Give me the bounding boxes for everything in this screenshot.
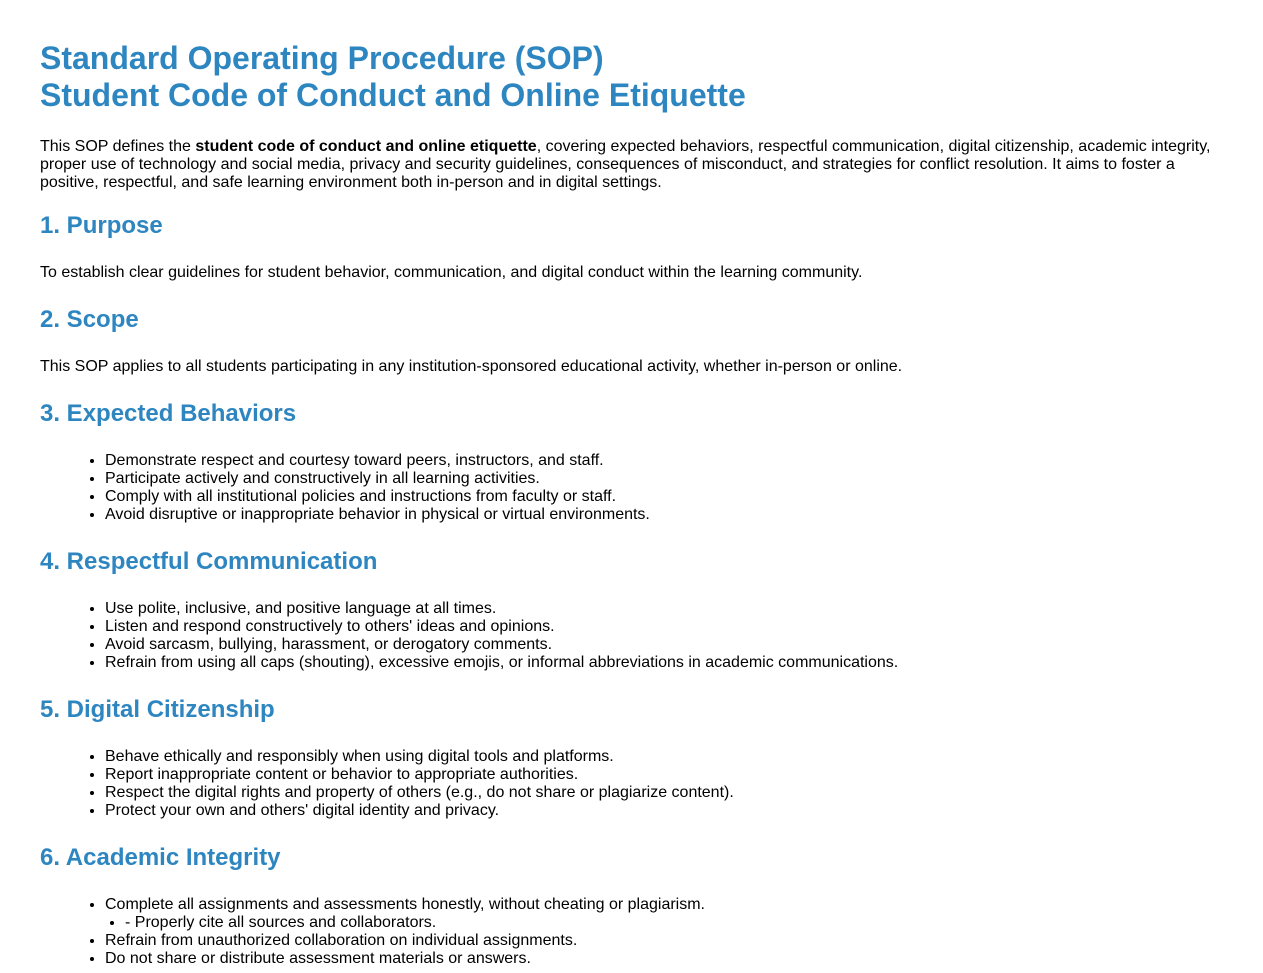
section-heading-expected-behaviors: 3. Expected Behaviors: [40, 400, 297, 427]
list-item: • Do not share or distribute assessment materials or answers.: [105, 950, 1223, 968]
list-item: • Report inappropriate content or behavior to appropriate authorities.: [105, 766, 1223, 784]
expected-behaviors-list: [40, 452, 1223, 524]
list-item: • Use polite, inclusive, and positive language at all times.: [105, 600, 1223, 618]
academic-integrity-list: [40, 896, 1223, 968]
list-item: • Avoid disruptive or inappropriate behavior in physical or virtual environments.: [105, 506, 1223, 524]
scope-text: This SOP applies to all students participating in any institution-sponsored educational activity, whether in-person or online.: [40, 358, 903, 375]
section-heading-purpose: 1. Purpose: [40, 212, 163, 239]
intro-text-end: , covering expected behaviors, respectful communication, digital citizenship, academic integrity, proper use of technology and social media, privacy and security guidelines, consequences of misconduct, and strategies for conflict resolution. It aims to foster a positive, respectful, and safe learning environment both in-person and in digital settings.: [40, 138, 1211, 191]
intro-bold-text: student code of conduct and online etiquette: [195, 138, 537, 155]
page-title-line-2: Student Code of Conduct and Online Etiquette: [40, 77, 746, 113]
section-heading-digital-citizenship: 5. Digital Citizenship: [40, 696, 275, 723]
respectful-communication-list: [40, 600, 1223, 672]
section-heading-scope: 2. Scope: [40, 306, 139, 333]
nested-list: [105, 914, 1223, 932]
list-item: • Refrain from unauthorized collaboration on individual assignments.: [105, 932, 1223, 950]
nested-list-item: • - Properly cite all sources and collaborators.: [125, 914, 1223, 932]
list-item: • Behave ethically and responsibly when using digital tools and platforms.: [105, 748, 1223, 766]
list-item: • Listen and respond constructively to others' ideas and opinions.: [105, 618, 1223, 636]
list-item: • Protect your own and others' digital identity and privacy.: [105, 802, 1223, 820]
digital-citizenship-list: [40, 748, 1223, 820]
list-item: [105, 896, 1223, 932]
list-item: • Comply with all institutional policies and instructions from faculty or staff.: [105, 488, 1223, 506]
list-item: • Demonstrate respect and courtesy toward peers, instructors, and staff.: [105, 452, 1223, 470]
purpose-text: To establish clear guidelines for student behavior, communication, and digital conduct within the learning community.: [40, 264, 863, 281]
list-item-text: Complete all assignments and assessments honestly, without cheating or plagiarism.: [105, 896, 705, 913]
list-item: • Refrain from using all caps (shouting), excessive emojis, or informal abbreviations in academic communications.: [105, 654, 1223, 672]
page-title-line-1: Standard Operating Procedure (SOP): [40, 40, 604, 76]
section-heading-academic-integrity: 6. Academic Integrity: [40, 844, 281, 871]
list-item: • Avoid sarcasm, bullying, harassment, or derogatory comments.: [105, 636, 1223, 654]
intro-paragraph: [40, 138, 1223, 192]
intro-text-start: This SOP defines the: [40, 138, 196, 155]
list-item: • Respect the digital rights and property of others (e.g., do not share or plagiarize content).: [105, 784, 1223, 802]
list-item: • Participate actively and constructively in all learning activities.: [105, 470, 1223, 488]
page-title: [40, 40, 1223, 114]
section-heading-respectful-communication: 4. Respectful Communication: [40, 548, 378, 575]
